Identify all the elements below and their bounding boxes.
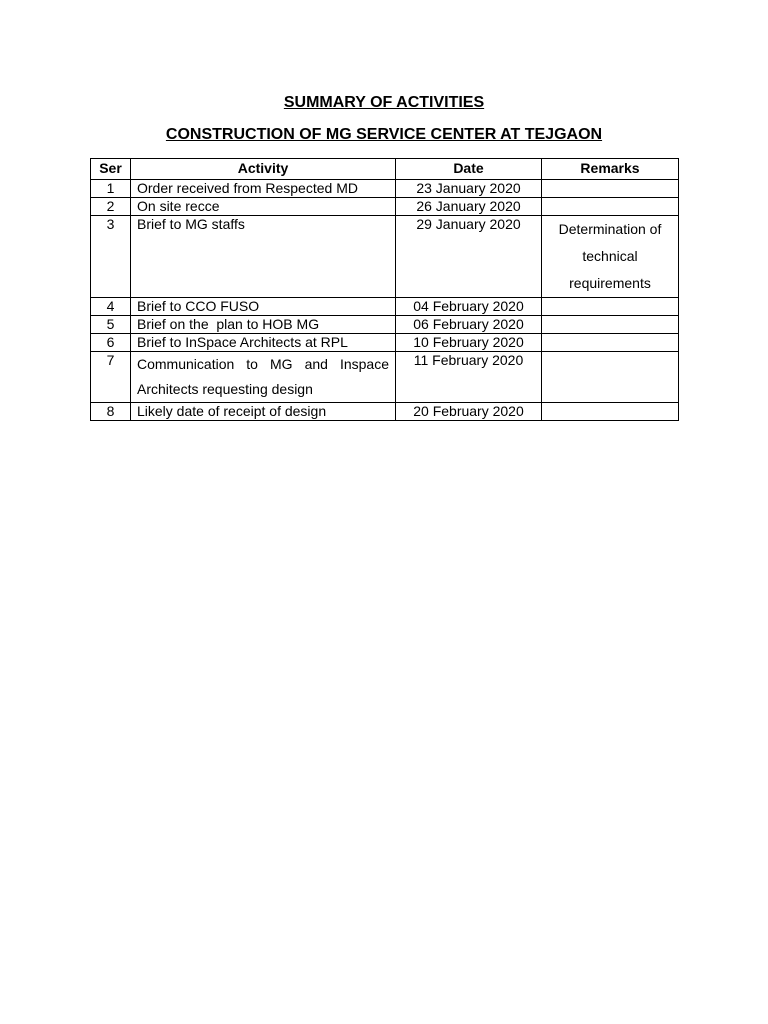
header-remarks: Remarks	[542, 159, 679, 180]
header-date: Date	[396, 159, 542, 180]
cell-ser: 3	[91, 216, 131, 298]
cell-date: 26 January 2020	[396, 198, 542, 216]
activities-table	[90, 158, 679, 421]
cell-ser: 7	[91, 352, 131, 403]
cell-activity: Brief to CCO FUSO	[131, 298, 396, 316]
cell-activity: Brief to MG staffs	[131, 216, 396, 298]
cell-date: 11 February 2020	[396, 352, 542, 403]
cell-ser: 1	[91, 180, 131, 198]
document-title: SUMMARY OF ACTIVITIES	[283, 94, 485, 111]
header-ser: Ser	[91, 159, 131, 180]
cell-remarks	[542, 198, 679, 216]
cell-remarks	[542, 334, 679, 352]
cell-date: 23 January 2020	[396, 180, 542, 198]
cell-activity: Communication to MG and Inspace Architects requesting design	[131, 352, 396, 403]
header-activity: Activity	[131, 159, 396, 180]
cell-activity: Brief on the plan to HOB MG	[131, 316, 396, 334]
table-row	[91, 334, 679, 352]
cell-activity: On site recce	[131, 198, 396, 216]
cell-remarks	[542, 352, 679, 403]
cell-activity: Brief to InSpace Architects at RPL	[131, 334, 396, 352]
table-row	[91, 352, 679, 403]
table-row	[91, 216, 679, 298]
cell-remarks	[542, 298, 679, 316]
cell-ser: 5	[91, 316, 131, 334]
table-row	[91, 403, 679, 421]
cell-remarks	[542, 316, 679, 334]
cell-date: 06 February 2020	[396, 316, 542, 334]
document-subtitle: CONSTRUCTION OF MG SERVICE CENTER AT TEJGAON	[165, 126, 603, 143]
cell-remarks	[542, 180, 679, 198]
cell-ser: 2	[91, 198, 131, 216]
cell-ser: 6	[91, 334, 131, 352]
cell-date: 29 January 2020	[396, 216, 542, 298]
table-row	[91, 198, 679, 216]
cell-remarks: Determination of technical requirements	[542, 216, 679, 298]
table-header-row	[91, 159, 679, 180]
cell-activity: Order received from Respected MD	[131, 180, 396, 198]
cell-date: 10 February 2020	[396, 334, 542, 352]
cell-ser: 4	[91, 298, 131, 316]
cell-date: 04 February 2020	[396, 298, 542, 316]
cell-activity: Likely date of receipt of design	[131, 403, 396, 421]
cell-date: 20 February 2020	[396, 403, 542, 421]
table-row	[91, 180, 679, 198]
cell-remarks	[542, 403, 679, 421]
table-row	[91, 316, 679, 334]
table-row	[91, 298, 679, 316]
cell-ser: 8	[91, 403, 131, 421]
